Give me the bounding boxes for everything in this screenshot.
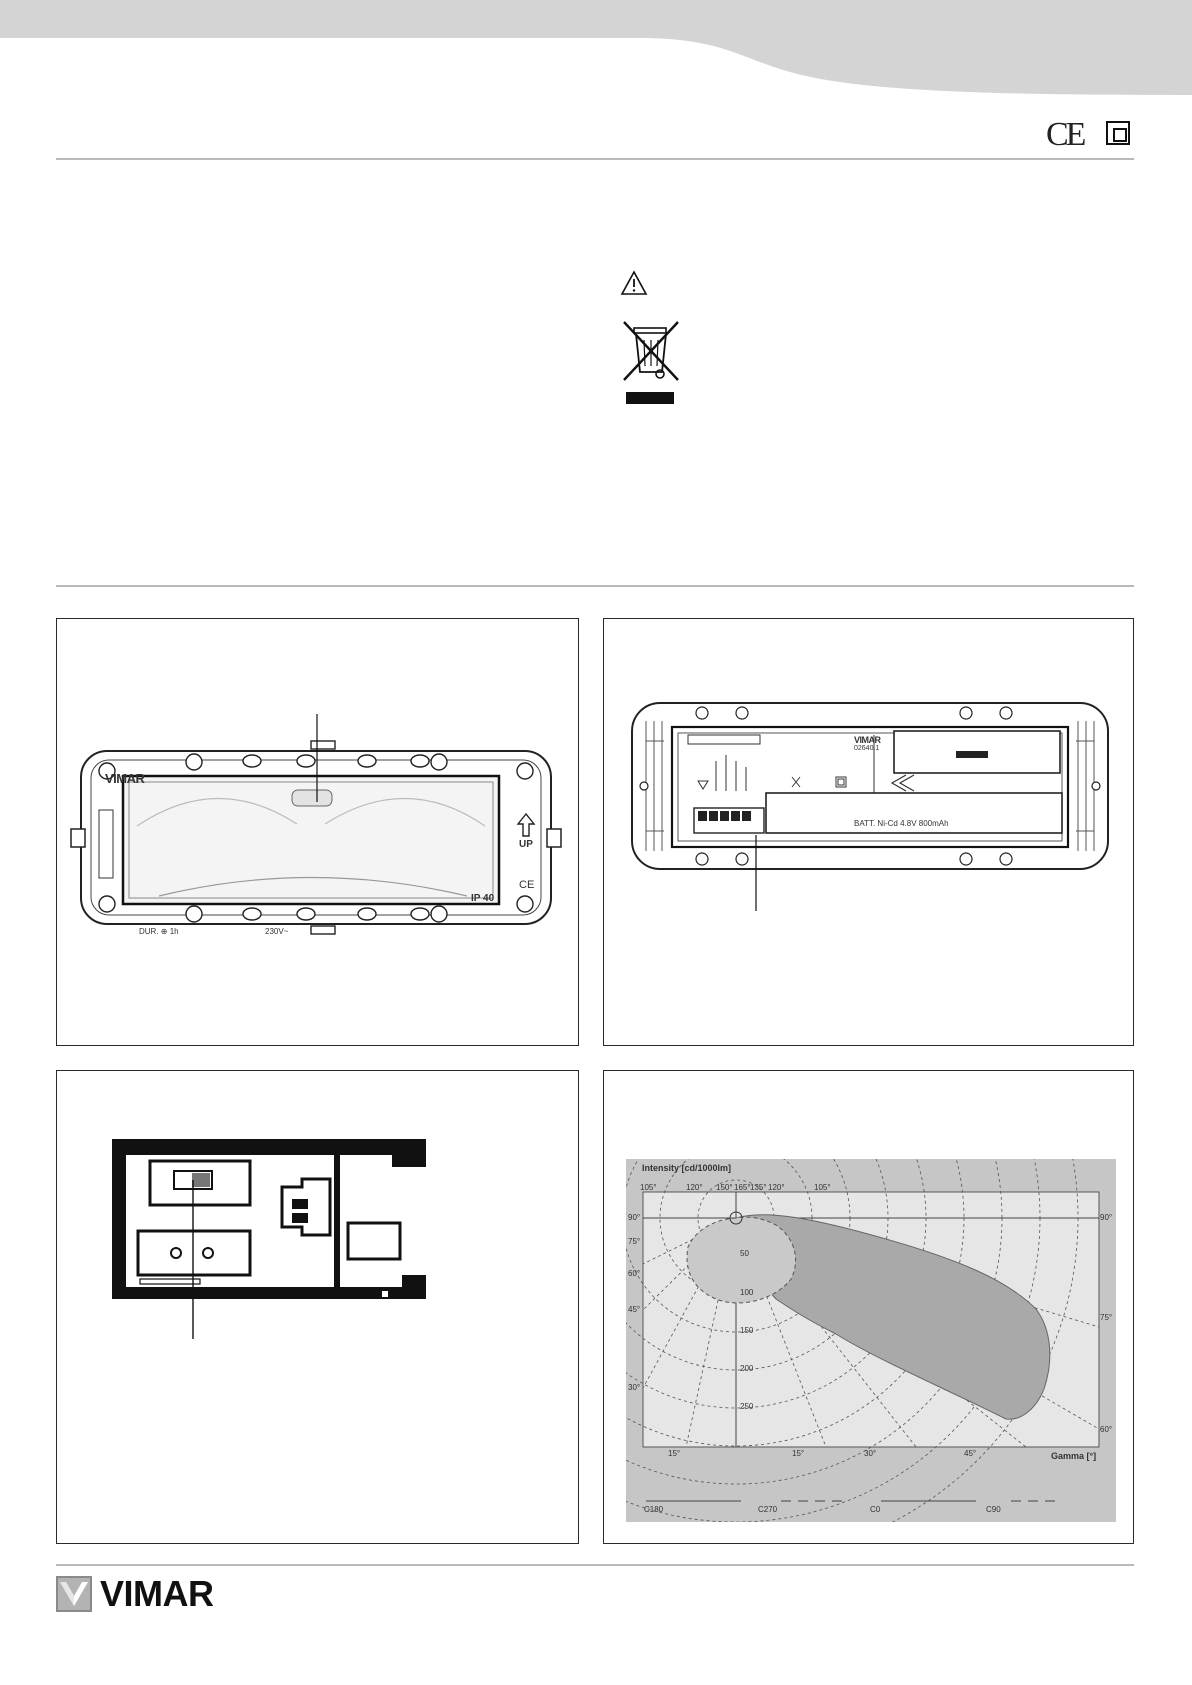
middle-divider bbox=[56, 585, 1134, 587]
bottom-divider bbox=[56, 1564, 1134, 1566]
polar-grid bbox=[626, 1159, 1116, 1522]
left-angle-label: 45° bbox=[628, 1305, 641, 1314]
switch-detail-drawing bbox=[112, 1139, 442, 1409]
left-angle-label: 75° bbox=[628, 1237, 641, 1246]
front-duration-label: DUR. ⊕ 1h bbox=[139, 927, 179, 936]
legend-c180: C180 bbox=[644, 1505, 664, 1514]
top-angle-label: 105° bbox=[640, 1183, 657, 1192]
radial-value-label: 50 bbox=[740, 1249, 749, 1258]
right-angle-label: 60° bbox=[1100, 1425, 1113, 1434]
figure-front-view-panel bbox=[56, 618, 579, 1046]
front-up-label: UP bbox=[519, 839, 533, 850]
bottom-angle-label: 15° bbox=[668, 1449, 681, 1458]
device-rear-drawing bbox=[616, 701, 1126, 916]
radial-value-label: 250 bbox=[740, 1402, 754, 1411]
bottom-angle-label: 15° bbox=[792, 1449, 805, 1458]
rear-code-label: 02640.1 bbox=[854, 745, 880, 752]
ce-mark: CE bbox=[1046, 116, 1084, 153]
top-angle-label: 135° bbox=[750, 1183, 767, 1192]
vimar-logo-icon bbox=[56, 1576, 92, 1612]
left-angle-label: 30° bbox=[628, 1383, 641, 1392]
footer-brand: VIMAR bbox=[100, 1573, 214, 1614]
radial-value-label: 200 bbox=[740, 1364, 754, 1373]
front-ip-label: IP 40 bbox=[471, 893, 495, 904]
front-ce-label: CE bbox=[519, 879, 535, 891]
header-banner bbox=[0, 0, 1192, 100]
top-angle-label: 120° bbox=[768, 1183, 785, 1192]
front-brand-label: VIMAR bbox=[105, 771, 145, 786]
top-angle-label: 150° bbox=[716, 1183, 733, 1192]
top-angle-label: 165° bbox=[734, 1183, 751, 1192]
device-front-drawing bbox=[67, 714, 567, 944]
rear-brand-label: VIMAR bbox=[854, 735, 881, 745]
photometric-chart bbox=[626, 1159, 1116, 1522]
legend-c90: C90 bbox=[986, 1505, 1001, 1514]
right-angle-label: 75° bbox=[1100, 1313, 1113, 1322]
rear-battery-label: BATT. Ni-Cd 4.8V 800mAh bbox=[854, 819, 949, 828]
top-angle-label: 120° bbox=[686, 1183, 703, 1192]
radial-value-label: 100 bbox=[740, 1288, 754, 1297]
figure-switch-detail-panel bbox=[56, 1070, 579, 1544]
bottom-angle-label: 45° bbox=[964, 1449, 977, 1458]
left-angle-label: 60° bbox=[628, 1269, 641, 1278]
chart-title: Intensity [cd/1000lm] bbox=[642, 1163, 732, 1173]
top-divider bbox=[56, 158, 1134, 160]
class-ii-double-insulation-icon bbox=[1106, 121, 1130, 145]
bottom-angle-label: 30° bbox=[864, 1449, 877, 1458]
top-angle-label: 105° bbox=[814, 1183, 831, 1192]
right-angle-label: 90° bbox=[1100, 1213, 1113, 1222]
figure-photometric-panel bbox=[603, 1070, 1134, 1544]
legend-c0: C0 bbox=[870, 1505, 881, 1514]
chart-xlabel: Gamma [°] bbox=[1051, 1451, 1097, 1461]
left-angle-label: 90° bbox=[628, 1213, 641, 1222]
warning-triangle-icon bbox=[620, 270, 648, 296]
radial-value-label: 150 bbox=[740, 1326, 754, 1335]
figure-rear-view-panel bbox=[603, 618, 1134, 1046]
crossed-out-wheelie-bin-icon bbox=[618, 320, 682, 406]
front-voltage-label: 230V~ bbox=[265, 927, 289, 936]
legend-c270: C270 bbox=[758, 1505, 778, 1514]
